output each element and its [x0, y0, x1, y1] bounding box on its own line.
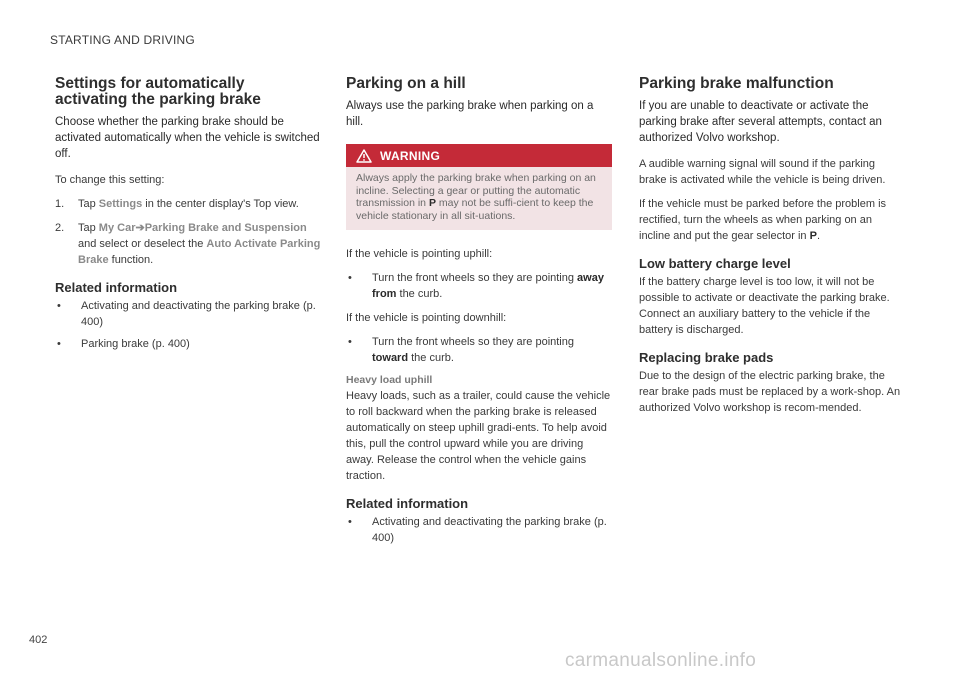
bullet-icon: • [57, 300, 61, 312]
settings-label: Settings [98, 198, 143, 210]
text-part: Turn the front wheels so they are pointing [372, 336, 574, 348]
low-battery-text: If the battery charge level is too low, it will not be possible to activate or deactivate the parking brake. Connect an auxiliary battery to the vehicle if the battery is discharged. [639, 276, 890, 336]
bullet-icon: • [348, 516, 352, 528]
auto-activate-label: Auto Activate Parking Brake [78, 238, 321, 266]
step-text-part: function. [108, 254, 154, 266]
list-item [346, 334, 612, 366]
step-item [55, 196, 321, 212]
step-text-part: and select or deselect the [78, 238, 207, 250]
my-car-label: My Car [98, 222, 136, 234]
step-text-part: Tap [78, 198, 99, 210]
heavy-load-title: Heavy load uphill [346, 374, 433, 386]
away-from-label: away from [372, 272, 604, 300]
page-number: 402 [29, 634, 48, 646]
section-title: Parking on a hill [346, 75, 466, 92]
related-item[interactable] [55, 336, 321, 352]
text-part: . [816, 230, 821, 242]
related-list [55, 298, 321, 352]
step-item [55, 220, 321, 268]
toward-label: toward [372, 352, 409, 364]
bullet-icon: • [57, 338, 61, 350]
text-part: Turn the front wheels so they are pointing [372, 272, 578, 284]
brake-pads-title: Replacing brake pads [639, 350, 774, 365]
bullet-icon: • [348, 336, 352, 348]
gear-p-label: P [809, 230, 817, 242]
section-title: Settings for automatically activating the parking brake [55, 75, 261, 108]
step-number: 2. [55, 222, 65, 234]
section-title: Parking brake malfunction [639, 75, 834, 92]
step-text-part: in the center display's Top view. [142, 198, 299, 210]
warning-box [346, 144, 612, 230]
warning-triangle-icon [356, 149, 372, 163]
downhill-list [346, 334, 612, 366]
text-part: If the vehicle must be parked before the problem is rectified, turn the wheels as when parking on an incline and put the gear selector in [639, 198, 887, 242]
steps-list [55, 196, 321, 268]
column-parking-hill [346, 76, 612, 554]
intro-text: Always use the parking brake when parking on a hill. [346, 100, 594, 128]
text-part: the curb. [396, 288, 443, 300]
intro-text: If you are unable to deactivate or activate the parking brake after several attempts, contact an authorized Volvo workshop. [639, 100, 882, 144]
related-item[interactable] [55, 298, 321, 330]
text-part: the curb. [408, 352, 454, 364]
arrow-right-icon: ➔ [135, 222, 145, 234]
column-auto-activate [55, 76, 321, 360]
related-link[interactable]: Activating and deactivating the parking brake (p. 400) [372, 516, 607, 544]
related-info-title: Related information [346, 496, 469, 511]
warning-text-part: Always apply the parking brake when parking on an incline. Selecting a gear or putting the automatic transmission in [356, 172, 596, 209]
downhill-lead: If the vehicle is pointing downhill: [346, 312, 507, 324]
gear-p-label: P [428, 197, 436, 209]
bullet-icon: • [348, 272, 352, 284]
section-header: STARTING AND DRIVING [50, 33, 195, 47]
heavy-load-text: Heavy loads, such as a trailer, could cause the vehicle to roll backward when the parking brake is released automatically on steep uphill gradi-ents. To help avoid this, pull the control upward while you are driving away. Release the control when the vehicle gains traction. [346, 390, 611, 482]
step-text [78, 220, 321, 268]
related-list [346, 514, 612, 546]
step-text-part: Tap [78, 222, 99, 234]
list-item [346, 270, 612, 302]
uphill-lead: If the vehicle is pointing uphill: [346, 248, 493, 260]
parked-text [639, 196, 905, 244]
step-number: 1. [55, 198, 65, 210]
related-item[interactable] [346, 514, 612, 546]
step-text [78, 196, 321, 212]
low-battery-title: Low battery charge level [639, 256, 791, 271]
warning-label: WARNING [380, 148, 441, 163]
watermark: carmanualsonline.info [565, 650, 757, 671]
list-item-text [372, 334, 612, 366]
related-link[interactable]: Parking brake (p. 400) [81, 338, 190, 350]
warning-header [346, 144, 612, 167]
uphill-list [346, 270, 612, 302]
column-malfunction [639, 76, 905, 424]
lead-text: To change this setting: [55, 174, 165, 186]
warning-signal-text: A audible warning signal will sound if the parking brake is activated while the vehicle is being driven. [639, 158, 886, 186]
brake-pads-text: Due to the design of the electric parking brake, the rear brake pads must be replaced by a work-shop. An authorized Volvo workshop is recom-mended. [639, 370, 901, 414]
warning-text-part: may not be suffi-cient to keep the vehicle stationary in all sit-uations. [356, 197, 594, 222]
intro-text: Choose whether the parking brake should be activated automatically when the vehicle is switched off. [55, 116, 320, 160]
parking-brake-suspension-label: Parking Brake and Suspension [144, 222, 307, 234]
related-info-title: Related information [55, 280, 178, 295]
warning-text [346, 167, 612, 230]
related-link[interactable]: Activating and deactivating the parking brake (p. 400) [81, 300, 316, 328]
list-item-text [372, 270, 612, 302]
